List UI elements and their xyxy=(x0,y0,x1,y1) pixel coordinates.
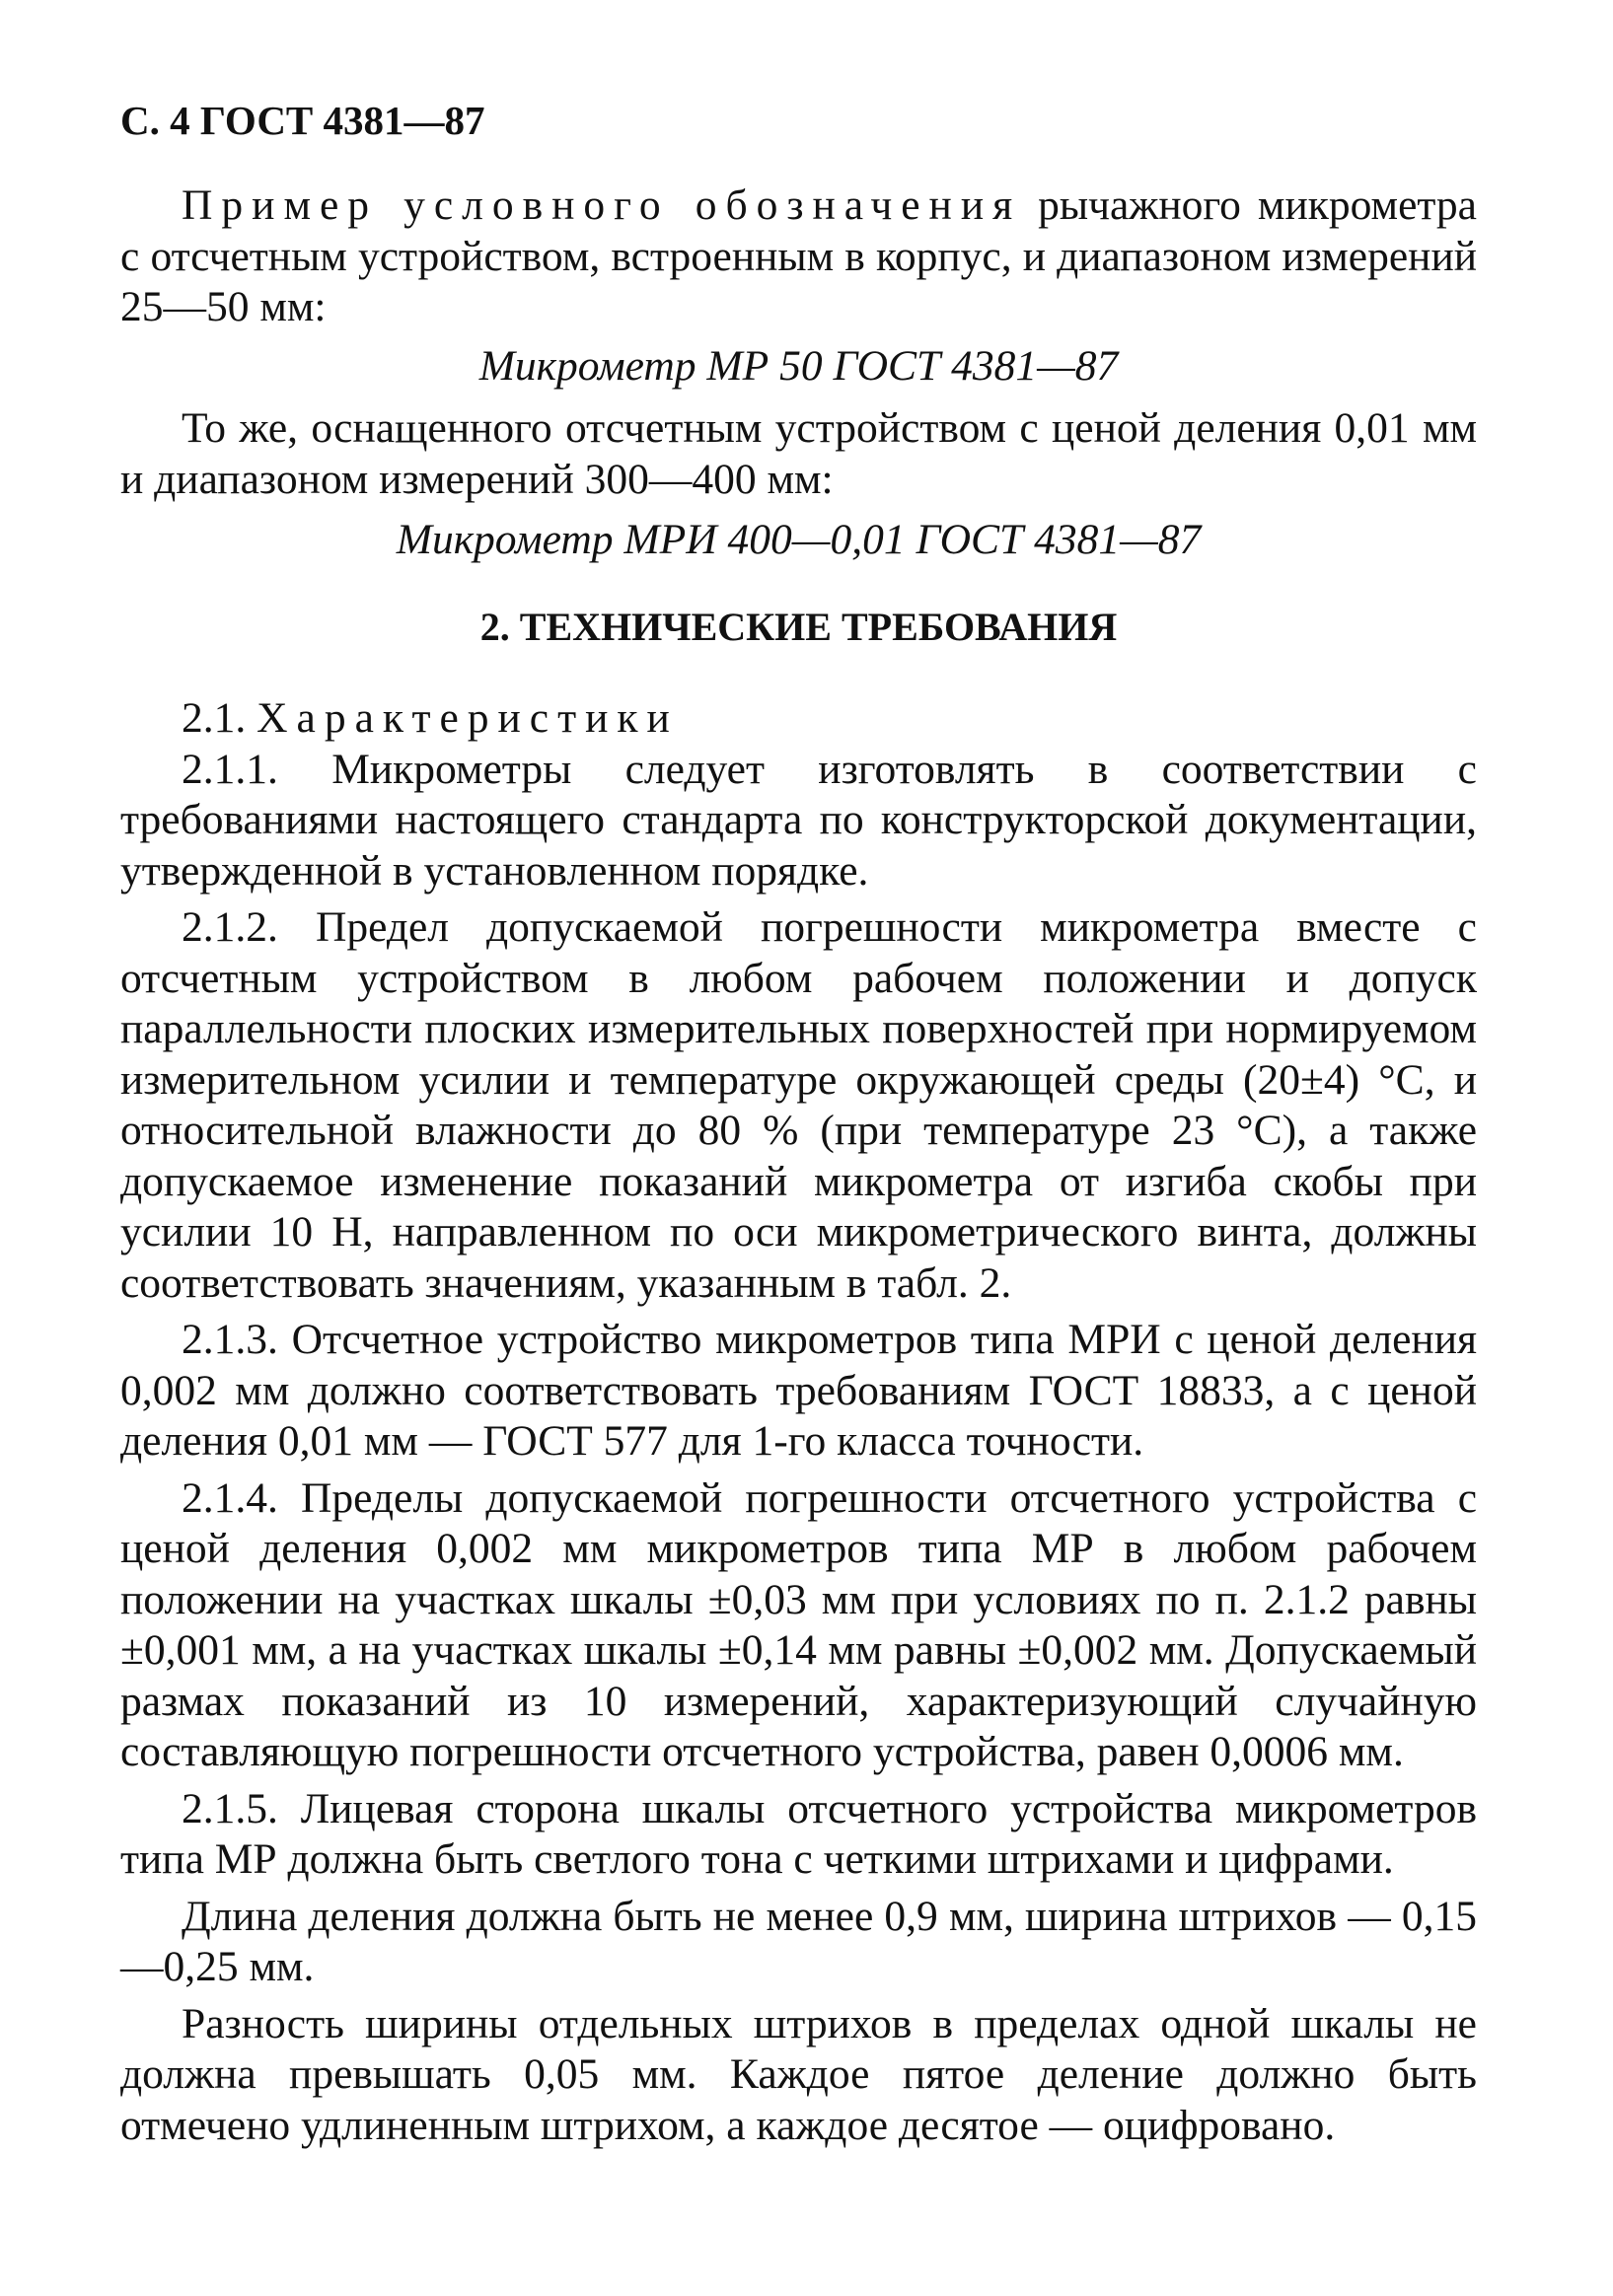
section-title: 2. ТЕХНИЧЕСКИЕ ТРЕБОВАНИЯ xyxy=(479,604,1118,649)
subsection-heading xyxy=(120,693,1477,745)
clause-2-1-4: 2.1.4. Пределы допускаемой погрешности отсчетного устройства с ценой деления 0,002 мм микрометров типа МР в любом рабочем положении на участках шкалы ±0,03 мм при условиях по п. 2.1.2 равны ±0,001 мм, а на участках шкалы ±0,14 мм равны ±0,002 мм. Допускаемый размах показаний из 10 измерений, характеризующий случайную составляющую погрешности отсчетного устройства, равен 0,0006 мм. xyxy=(120,1473,1477,1775)
designation-example-lead: Пример условного обозначения xyxy=(182,181,1022,229)
subsection-number: 2.1. xyxy=(182,694,257,742)
stroke-width-paragraph: Разность ширины отдельных штрихов в пределах одной шкалы не должна превышать 0,05 мм. Каждое пятое деление должно быть отмечено удлиненным штрихом, а каждое десятое — оцифровано. xyxy=(120,1999,1477,2149)
subsection-title: Характеристики xyxy=(257,694,679,742)
designation-example-text: рычажного микрометра с отсчетным устройством, встроенным в корпус, и диапазоном измерений 25—50 мм: xyxy=(120,181,1477,330)
designation-example-1: Микрометр МР 50 ГОСТ 4381—87 xyxy=(478,341,1119,390)
page-header: С. 4 ГОСТ 4381—87 xyxy=(120,98,485,143)
clause-2-1-3: 2.1.3. Отсчетное устройство микрометров типа МРИ с ценой деления 0,002 мм должно соответствовать требованиям ГОСТ 18833, а с ценой деления 0,01 мм — ГОСТ 577 для 1-го класса точности. xyxy=(120,1316,1477,1465)
document-body xyxy=(120,180,1477,2151)
clause-2-1-2: 2.1.2. Предел допускаемой погрешности микрометра вместе с отсчетным устройством в любом рабочем положении и допуск параллельности плоских измерительных поверхностей при нормируемом измерительном усилии и температуре окружающей среды (20±4) °С, и относительной влажности до 80 % (при температуре 23 °С), а также допускаемое изменение показаний микрометра от изгиба скобы при усилии 10 Н, направленном по оси микрометрического винта, должны соответствовать значениям, указанным в табл. 2. xyxy=(120,903,1477,1307)
designation-example-paragraph xyxy=(120,180,1477,333)
same-paragraph: То же, оснащенного отсчетным устройством с ценой деления 0,01 мм и диапазоном измерений 300—400 мм: xyxy=(120,404,1477,503)
clause-2-1-5: 2.1.5. Лицевая сторона шкалы отсчетного устройства микрометров типа МР должна быть светлого тона с четкими штрихами и цифрами. xyxy=(120,1784,1477,1883)
designation-example-2: Микрометр МРИ 400—0,01 ГОСТ 4381—87 xyxy=(396,516,1202,563)
division-length-paragraph: Длина деления должна быть не менее 0,9 мм, ширина штрихов — 0,15—0,25 мм. xyxy=(120,1892,1477,1990)
clause-2-1-1: 2.1.1. Микрометры следует изготовлять в соответствии с требованиями настоящего стандарта по конструкторской документации, утвержденной в установленном порядке. xyxy=(120,745,1477,895)
